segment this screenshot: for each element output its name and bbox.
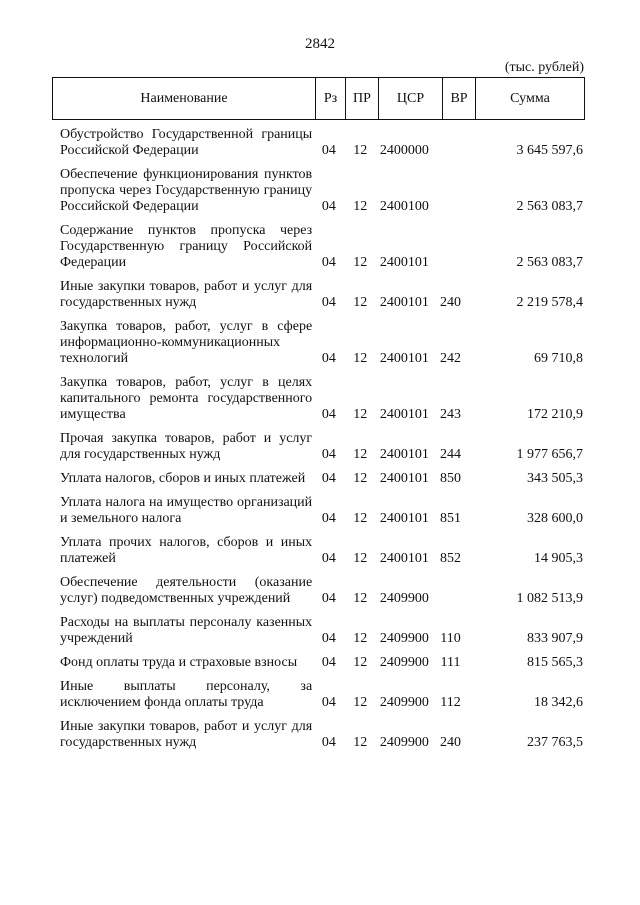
row-csr: 2400101	[379, 551, 429, 566]
row-sum: 2 219 578,4	[516, 295, 583, 310]
page-number: 2842	[305, 36, 335, 52]
table-row	[52, 719, 585, 751]
row-csr: 2400101	[379, 351, 429, 366]
row-pr: 12	[353, 351, 368, 366]
row-name: Иные выплаты персоналу, за исключением фонда оплаты труда	[60, 679, 313, 710]
header-vr: ВР	[443, 78, 476, 119]
row-rz: 04	[321, 199, 336, 214]
row-vr: 111	[440, 655, 461, 670]
table-row	[52, 535, 585, 567]
table-row	[52, 167, 585, 215]
row-name: Прочая закупка товаров, работ и услуг для государственных нужд	[60, 431, 313, 462]
row-sum: 18 342,6	[533, 695, 583, 710]
table-row	[52, 495, 585, 527]
row-rz: 04	[321, 695, 336, 710]
table-row	[52, 679, 585, 711]
row-vr: 243	[440, 407, 462, 422]
row-rz: 04	[321, 591, 336, 606]
row-name: Обеспечение деятельности (оказание услуг) подведомственных учреждений	[60, 575, 313, 606]
row-pr: 12	[353, 199, 368, 214]
row-rz: 04	[321, 471, 336, 486]
row-pr: 12	[353, 295, 368, 310]
row-pr: 12	[353, 447, 368, 462]
row-vr: 244	[440, 447, 462, 462]
row-csr: 2400101	[379, 511, 429, 526]
units-label: (тыс. рублей)	[504, 60, 584, 75]
row-csr: 2400101	[379, 471, 429, 486]
header-csr: ЦСР	[379, 78, 443, 119]
row-vr: 851	[440, 511, 462, 526]
table-header	[52, 77, 585, 120]
row-rz: 04	[321, 295, 336, 310]
row-name: Уплата налога на имущество организаций и земельного налога	[60, 495, 313, 526]
header-pr: ПР	[346, 78, 379, 119]
row-csr: 2400101	[379, 295, 429, 310]
row-name: Иные закупки товаров, работ и услуг для государственных нужд	[60, 719, 313, 750]
table-row	[52, 375, 585, 423]
row-pr: 12	[353, 551, 368, 566]
row-rz: 04	[321, 735, 336, 750]
row-pr: 12	[353, 407, 368, 422]
row-csr: 2400101	[379, 407, 429, 422]
row-rz: 04	[321, 655, 336, 670]
row-sum: 328 600,0	[526, 511, 583, 526]
row-vr: 110	[440, 631, 461, 646]
row-sum: 833 907,9	[526, 631, 583, 646]
row-name: Обеспечение функционирования пунктов пропуска через Государственную границу Российской Федерации	[60, 167, 313, 214]
row-rz: 04	[321, 551, 336, 566]
row-name: Уплата налогов, сборов и иных платежей	[60, 471, 306, 486]
table-row	[52, 471, 585, 487]
row-csr: 2400100	[379, 199, 429, 214]
row-rz: 04	[321, 351, 336, 366]
row-vr: 242	[440, 351, 462, 366]
row-pr: 12	[353, 735, 368, 750]
row-rz: 04	[321, 631, 336, 646]
row-vr: 112	[440, 695, 461, 710]
row-pr: 12	[353, 471, 368, 486]
row-name: Содержание пунктов пропуска через Государственную границу Российской Федерации	[60, 223, 313, 270]
row-name: Расходы на выплаты персоналу казенных учреждений	[60, 615, 313, 646]
table-body	[52, 127, 585, 759]
table-row	[52, 279, 585, 311]
row-sum: 237 763,5	[526, 735, 583, 750]
row-name: Закупка товаров, работ, услуг в сфере информационно-коммуникационных технологий	[60, 319, 313, 366]
header-sum: Сумма	[510, 90, 550, 106]
row-vr: 850	[440, 471, 462, 486]
row-pr: 12	[353, 255, 368, 270]
row-csr: 2409900	[379, 631, 429, 646]
row-name: Закупка товаров, работ, услуг в целях капитального ремонта государственного имущества	[60, 375, 313, 422]
header-name: Наименование	[53, 78, 316, 119]
table-row	[52, 431, 585, 463]
row-pr: 12	[353, 655, 368, 670]
row-pr: 12	[353, 511, 368, 526]
row-csr: 2409900	[379, 735, 429, 750]
row-vr: 852	[440, 551, 462, 566]
row-sum: 69 710,8	[533, 351, 583, 366]
row-rz: 04	[321, 447, 336, 462]
row-csr: 2400101	[379, 255, 429, 270]
table-row	[52, 319, 585, 367]
row-sum: 3 645 597,6	[516, 143, 583, 158]
row-csr: 2409900	[379, 591, 429, 606]
row-name: Фонд оплаты труда и страховые взносы	[60, 655, 298, 670]
row-rz: 04	[321, 511, 336, 526]
table-row	[52, 223, 585, 271]
table-row	[52, 127, 585, 159]
row-vr: 240	[440, 295, 462, 310]
row-sum: 815 565,3	[526, 655, 583, 670]
row-name: Обустройство Государственной границы Российской Федерации	[60, 127, 313, 158]
table-row	[52, 655, 585, 671]
row-pr: 12	[353, 591, 368, 606]
row-sum: 172 210,9	[526, 407, 583, 422]
row-csr: 2400101	[379, 447, 429, 462]
row-pr: 12	[353, 631, 368, 646]
row-sum: 2 563 083,7	[516, 199, 583, 214]
row-sum: 1 082 513,9	[516, 591, 583, 606]
row-rz: 04	[321, 255, 336, 270]
row-rz: 04	[321, 407, 336, 422]
header-rz: Рз	[316, 78, 346, 119]
row-sum: 2 563 083,7	[516, 255, 583, 270]
table-row	[52, 615, 585, 647]
row-vr: 240	[440, 735, 462, 750]
row-sum: 1 977 656,7	[516, 447, 583, 462]
row-pr: 12	[353, 695, 368, 710]
table-row	[52, 575, 585, 607]
row-csr: 2400000	[379, 143, 429, 158]
row-sum: 343 505,3	[526, 471, 583, 486]
row-csr: 2409900	[379, 655, 429, 670]
row-name: Иные закупки товаров, работ и услуг для государственных нужд	[60, 279, 313, 310]
row-name: Уплата прочих налогов, сборов и иных платежей	[60, 535, 313, 566]
row-pr: 12	[353, 143, 368, 158]
row-csr: 2409900	[379, 695, 429, 710]
row-sum: 14 905,3	[533, 551, 583, 566]
row-rz: 04	[321, 143, 336, 158]
